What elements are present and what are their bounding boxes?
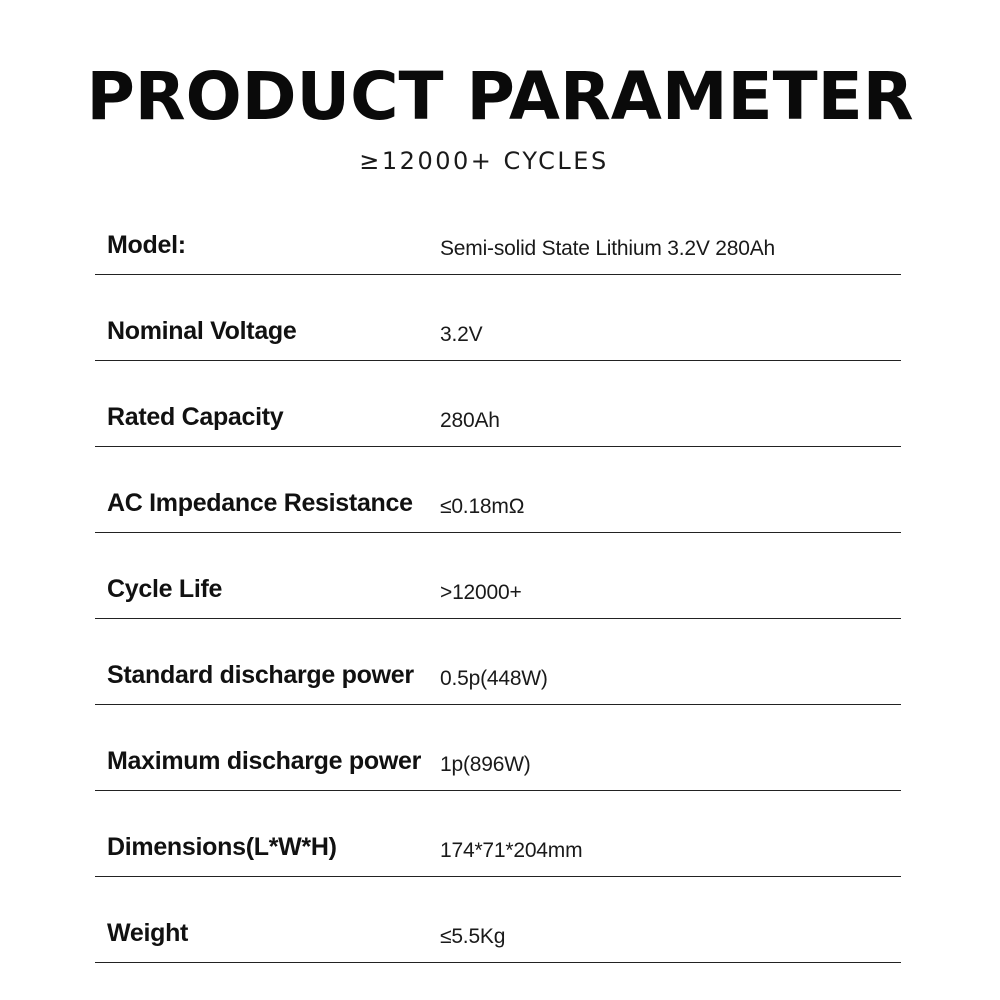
spec-value: 174*71*204mm xyxy=(440,839,583,862)
spec-label: Weight xyxy=(107,919,189,947)
page-subtitle: ≥12000+ CYCLES xyxy=(359,147,609,175)
spec-row-model xyxy=(95,190,901,275)
spec-label: Nominal Voltage xyxy=(107,317,297,345)
spec-row-standard-discharge xyxy=(95,619,901,705)
spec-label: Standard discharge power xyxy=(107,661,414,689)
spec-row-cycle-life xyxy=(95,533,901,619)
page-title: PRODUCT PARAMETER xyxy=(86,58,914,135)
spec-label: Rated Capacity xyxy=(107,403,284,431)
spec-value: ≤0.18mΩ xyxy=(440,495,525,518)
spec-label: Dimensions(L*W*H) xyxy=(107,833,337,861)
spec-row-maximum-discharge xyxy=(95,705,901,791)
spec-value: 1p(896W) xyxy=(440,753,531,776)
spec-label: Maximum discharge power xyxy=(107,747,422,775)
spec-value: 0.5p(448W) xyxy=(440,667,548,690)
spec-value: 280Ah xyxy=(440,409,500,432)
spec-value: ≤5.5Kg xyxy=(440,925,506,948)
spec-label: Cycle Life xyxy=(107,575,223,603)
spec-row-ac-impedance xyxy=(95,447,901,533)
spec-label: AC Impedance Resistance xyxy=(107,489,413,517)
spec-row-weight xyxy=(95,877,901,963)
spec-label: Model: xyxy=(107,231,186,259)
spec-value: >12000+ xyxy=(440,581,522,604)
spec-row-dimensions xyxy=(95,791,901,877)
spec-value: Semi-solid State Lithium 3.2V 280Ah xyxy=(440,237,776,260)
spec-table xyxy=(95,190,901,963)
spec-row-nominal-voltage xyxy=(95,275,901,361)
spec-row-rated-capacity xyxy=(95,361,901,447)
spec-value: 3.2V xyxy=(440,323,483,346)
